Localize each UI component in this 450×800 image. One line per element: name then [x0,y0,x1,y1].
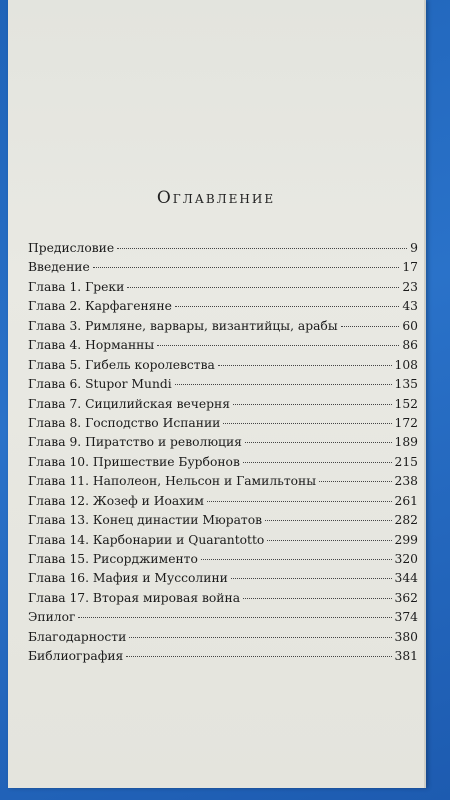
toc-entry [28,280,418,299]
toc-entry-title: Глава 15. Рисорджименто [28,552,198,566]
toc-entry-page: 380 [394,629,418,644]
show-through-text [168,150,228,160]
toc-entry-page: 189 [394,435,418,450]
dot-leader [175,306,399,307]
dot-leader [126,656,391,657]
toc-entry [28,455,418,474]
toc-entry-page: 282 [394,513,418,528]
dot-leader [245,442,392,443]
dot-leader [341,326,400,327]
toc-entry-title: Предисловие [28,241,115,255]
toc-entry-title: Глава 8. Господство Испании [28,415,221,430]
toc-entry [28,260,418,279]
toc-entry [28,630,418,649]
dot-leader [243,598,391,599]
toc-entry-title: Введение [28,260,90,275]
toc-entry-page: 374 [394,610,418,625]
dot-leader [127,287,399,288]
toc-entry [28,494,418,513]
book-page [8,0,426,788]
toc-entry-page: 215 [394,454,418,469]
toc-entry-page: 238 [394,474,418,489]
toc-entry-title: Глава 14. Карбонарии и Quarantotto [28,532,265,547]
toc-entry-page: 172 [394,415,418,430]
toc-entry [28,358,418,377]
toc-entry [28,610,418,629]
toc-entry-title: Глава 3. Римляне, варвары, византийцы, арабы [28,318,338,333]
toc-entry-page: 108 [394,357,418,372]
toc-entry-title: Глава 13. Конец династии Мюратов [28,513,263,528]
toc-entry [28,377,418,396]
dot-leader [117,248,407,249]
dot-leader [207,501,392,502]
toc-entry-page: 299 [394,532,418,547]
toc-entry-title: Глава 4. Норманны [28,338,155,353]
dot-leader [267,540,391,541]
dot-leader [201,559,392,560]
toc-entry-title: Благодарности [28,629,127,644]
toc-entry-title: Глава 11. Наполеон, Нельсон и Гамильтоны [28,474,317,489]
toc-entry-title: Библиография [28,649,124,664]
toc-entry-page: 23 [402,279,418,294]
toc-entry [28,474,418,493]
toc-entry-title: Глава 10. Пришествие Бурбонов [28,454,240,469]
dot-leader [175,384,392,385]
dot-leader [218,365,392,366]
toc-entry-title: Глава 12. Жозеф и Иоахим [28,493,204,508]
toc-entry [28,416,418,435]
toc-entry [28,319,418,338]
toc-entry-page: 135 [394,377,418,392]
toc-entry [28,591,418,610]
toc-entry-page: 381 [394,649,418,664]
toc-entry-title: Глава 9. Пиратство и революция [28,435,242,450]
toc-entry-title: Глава 17. Вторая мировая война [28,590,241,605]
dot-leader [243,462,392,463]
toc-entry-title: Глава 1. Греки [28,279,125,294]
page-title: Оглавление [156,188,276,208]
toc-entry-page: 261 [394,493,418,508]
toc-entry-title: Глава 6. Stupor Mundi [28,377,172,392]
toc-entry [28,552,418,571]
toc-entry [28,241,418,260]
toc-entry [28,513,418,532]
toc-entry [28,299,418,318]
toc-entry-title: Эпилог [28,610,76,625]
toc-entry-page: 344 [394,571,418,586]
toc-entry-page: 9 [410,241,418,255]
toc-entry-page: 17 [402,260,418,275]
toc-entry-page: 320 [394,552,418,566]
dot-leader [93,267,400,268]
toc-entry-page: 86 [402,338,418,353]
dot-leader [231,578,392,579]
toc-entry [28,649,418,668]
dot-leader [157,345,399,346]
dot-leader [233,404,392,405]
toc-entry-page: 43 [402,299,418,314]
dot-leader [265,520,391,521]
toc-entry [28,338,418,357]
toc-entry-page: 362 [394,590,418,605]
dot-leader [78,617,391,618]
dot-leader [129,637,391,638]
toc-entry-title: Глава 7. Сицилийская вечерня [28,396,231,411]
toc-entry-page: 60 [402,318,418,333]
toc-entry [28,397,418,416]
dot-leader [319,481,392,482]
toc-entry [28,533,418,552]
dot-leader [223,423,391,424]
toc-entry-title: Глава 2. Карфагеняне [28,299,172,314]
toc-entry [28,571,418,590]
toc-entry-title: Глава 5. Гибель королевства [28,357,215,372]
toc-entry-title: Глава 16. Мафия и Муссолини [28,571,228,586]
toc-entry [28,435,418,454]
toc-entry-page: 152 [394,396,418,411]
table-of-contents [28,241,418,669]
